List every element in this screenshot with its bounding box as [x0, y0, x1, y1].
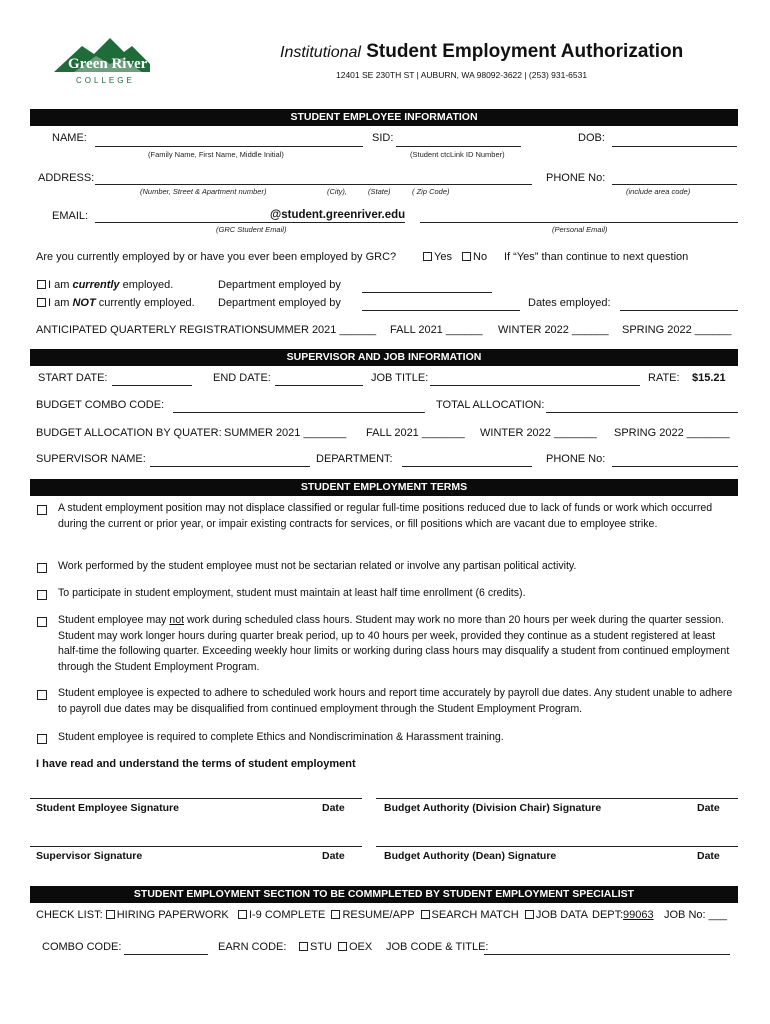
supervisor-name-field[interactable] — [150, 466, 310, 467]
anticipated-fall[interactable]: FALL 2021 ______ — [390, 324, 483, 336]
earn-code-label: EARN CODE: — [218, 941, 287, 953]
college-address: 12401 SE 230TH ST | AUBURN, WA 98092-3622 | (253) 931-6531 — [336, 70, 588, 80]
hiring-label: HIRING PAPERWORK — [116, 909, 229, 921]
phone-field[interactable] — [612, 184, 737, 185]
term-4-checkbox[interactable] — [37, 617, 47, 627]
dates-employed-label: Dates employed: — [528, 297, 611, 309]
name-hint: (Family Name, First Name, Middle Initial) — [148, 150, 284, 159]
email-personal-field[interactable] — [420, 222, 738, 223]
oex-option[interactable] — [338, 941, 372, 953]
dept-employed-field-2[interactable] — [362, 310, 520, 311]
term-4-pre: Student employee may — [58, 614, 170, 626]
term-3-checkbox[interactable] — [37, 590, 47, 600]
term-4-post: work during scheduled class hours. Student may work no more than 20 hours per week during the quarter session. Student may work longer hours during quarter break period, up to 40 hours per week, provided they continue as a student registered at least half-time the following quarter. Exceeding weekly hour limits or working during class hours may disqualify a student from continued employment through the Student Employment Program. — [58, 614, 730, 673]
email-hint-personal: (Personal Email) — [552, 225, 608, 234]
term-6-checkbox[interactable] — [37, 734, 47, 744]
email-domain: @student.greenriver.edu — [270, 209, 406, 221]
address-hint-city: (City), — [327, 187, 347, 196]
end-date-label: END DATE: — [213, 372, 271, 384]
start-date-label: START DATE: — [38, 372, 108, 384]
stu-checkbox[interactable] — [299, 942, 308, 951]
stu-option[interactable] — [299, 941, 332, 953]
anticipated-label: ANTICIPATED QUARTERLY REGISTRATION: — [36, 324, 264, 336]
budget-alloc-summer[interactable]: SUMMER 2021 _______ — [224, 427, 347, 439]
supervisor-signature-label: Supervisor Signature — [36, 850, 143, 862]
section-title-terms: STUDENT EMPLOYMENT TERMS — [30, 479, 738, 496]
section-title-specialist: STUDENT EMPLOYMENT SECTION TO BE COMMPLETED BY STUDENT EMPLOYMENT SPECIALIST — [30, 886, 738, 903]
acknowledge-text: I have read and understand the terms of student employment — [36, 758, 356, 770]
rate-label: RATE: — [648, 372, 680, 384]
dept-employed-label-2: Department employed by — [218, 297, 341, 309]
checklist-label: CHECK LIST: — [36, 909, 103, 921]
hiring-checkbox[interactable] — [106, 910, 115, 919]
search-label: SEARCH MATCH — [431, 909, 519, 921]
address-hint-zip: ( Zip Code) — [412, 187, 450, 196]
i9-checkbox[interactable] — [238, 910, 247, 919]
division-signature-line[interactable] — [376, 798, 738, 799]
i9-label: I-9 COMPLETE — [248, 909, 326, 921]
job-code-title-label: JOB CODE & TITLE: — [386, 941, 489, 953]
term-6: Student employee is required to complete Ethics and Nondiscrimination & Harassment training. — [58, 731, 504, 743]
term-2: Work performed by the student employee must not be sectarian related or involve any partisan political activity. — [58, 560, 577, 572]
no-checkbox[interactable] — [462, 252, 471, 261]
checklist-row — [36, 909, 588, 921]
dean-signature-label: Budget Authority (Dean) Signature — [384, 850, 557, 862]
anticipated-spring[interactable]: SPRING 2022 ______ — [622, 324, 732, 336]
address-hint-state: (State) — [368, 187, 391, 196]
title-prefix: Institutional — [280, 44, 361, 61]
dob-field[interactable] — [612, 146, 737, 147]
college-logo — [52, 34, 152, 89]
section-title-student-info: STUDENT EMPLOYEE INFORMATION — [30, 109, 738, 126]
currently-em: currently — [72, 279, 120, 291]
job-title-label: JOB TITLE: — [371, 372, 429, 384]
supervisor-signature-line[interactable] — [30, 846, 362, 847]
not-em: NOT — [72, 297, 96, 309]
term-5-checkbox[interactable] — [37, 690, 47, 700]
combo-code-label: COMBO CODE: — [42, 941, 122, 953]
total-allocation-field[interactable] — [546, 412, 738, 413]
budget-alloc-label: BUDGET ALLOCATION BY QUATER: — [36, 427, 222, 439]
search-checkbox[interactable] — [421, 910, 430, 919]
currently-employed-checkbox[interactable] — [37, 280, 46, 289]
division-date-label: Date — [697, 802, 720, 814]
dean-signature-line[interactable] — [376, 846, 738, 847]
dept-value: 99063 — [623, 909, 654, 921]
sid-field[interactable] — [396, 146, 521, 147]
budget-combo-label: BUDGET COMBO CODE: — [36, 399, 165, 411]
jobdata-option[interactable] — [525, 909, 588, 921]
student-date-label: Date — [322, 802, 345, 814]
division-signature-label: Budget Authority (Division Chair) Signature — [384, 802, 602, 814]
jobdata-checkbox[interactable] — [525, 910, 534, 919]
currently-post: employed. — [119, 279, 174, 291]
yes-option[interactable] — [423, 251, 452, 263]
end-date-field[interactable] — [275, 385, 363, 386]
oex-checkbox[interactable] — [338, 942, 347, 951]
resume-option[interactable] — [331, 909, 414, 921]
title-main: Student Employment Authorization — [366, 41, 684, 62]
employed-question: Are you currently employed by or have you ever been employed by GRC? — [36, 251, 397, 263]
i9-option[interactable] — [238, 909, 325, 921]
resume-label: RESUME/APP — [342, 909, 415, 921]
dept-label: DEPT: — [592, 909, 624, 921]
sid-hint: (Student ctcLink ID Number) — [410, 150, 505, 159]
term-1: A student employment position may not displace classified or regular full-time positions reduced due to lack of funds or work which occurred during the current or prior year, or impair existing contracts for services, or fill positions which are vacant due to employee strike. — [58, 502, 713, 530]
dept-employed-label-1: Department employed by — [218, 279, 341, 291]
job-code-title-field[interactable] — [484, 954, 730, 955]
address-field[interactable] — [95, 184, 532, 185]
phone-hint: (include area code) — [626, 187, 691, 196]
page-title — [280, 41, 683, 63]
email-grc-field[interactable] — [95, 222, 405, 223]
oex-label: OEX — [349, 941, 373, 953]
job-no-label[interactable]: JOB No: ___ — [664, 909, 727, 921]
department-field[interactable] — [402, 466, 532, 467]
supervisor-name-label: SUPERVISOR NAME: — [36, 453, 146, 465]
no-label: No — [473, 251, 488, 263]
budget-alloc-fall[interactable]: FALL 2021 _______ — [366, 427, 465, 439]
not-pre: I am — [48, 297, 73, 309]
name-label: NAME: — [52, 132, 87, 144]
budget-combo-field[interactable] — [173, 412, 425, 413]
currently-employed-option[interactable] — [37, 279, 173, 291]
address-label: ADDRESS: — [38, 172, 95, 184]
no-option[interactable] — [462, 251, 487, 263]
dob-label: DOB: — [578, 132, 605, 144]
sid-label: SID: — [372, 132, 394, 144]
term-4-underlined: not — [169, 614, 185, 626]
not-post: currently employed. — [95, 297, 195, 309]
rate-value: $15.21 — [692, 372, 726, 384]
term-4 — [58, 613, 738, 675]
department-label: DEPARTMENT: — [316, 453, 393, 465]
budget-alloc-winter[interactable]: WINTER 2022 _______ — [480, 427, 597, 439]
supervisor-phone-field[interactable] — [612, 466, 738, 467]
phone-label: PHONE No: — [546, 172, 606, 184]
start-date-field[interactable] — [112, 385, 192, 386]
term-3: To participate in student employment, student must maintain at least half time enrollment (6 credits). — [58, 587, 526, 599]
dean-date-label: Date — [697, 850, 720, 862]
email-label: EMAIL: — [52, 210, 89, 222]
job-title-field[interactable] — [430, 385, 640, 386]
jobdata-label: JOB DATA — [535, 909, 589, 921]
dept-employed-field-1[interactable] — [362, 292, 492, 293]
name-field[interactable] — [95, 146, 363, 147]
address-hint-street: (Number, Street & Apartment number) — [140, 187, 267, 196]
supervisor-phone-label: PHONE No: — [546, 453, 606, 465]
term-5: Student employee is expected to adhere to scheduled work hours and report time accurately by payroll due dates. Any student unable to adhere to payroll due dates may be disqualified from continued employment through the Student Employment Program. — [58, 687, 733, 715]
stu-label: STU — [310, 941, 332, 953]
email-hint-grc: (GRC Student Email) — [216, 225, 287, 234]
search-option[interactable] — [421, 909, 519, 921]
resume-checkbox[interactable] — [331, 910, 340, 919]
not-employed-checkbox[interactable] — [37, 298, 46, 307]
logo-name: Green River — [68, 56, 148, 72]
logo-sub: COLLEGE — [76, 76, 135, 85]
yes-label: Yes — [434, 251, 452, 263]
anticipated-winter[interactable]: WINTER 2022 ______ — [498, 324, 609, 336]
supervisor-date-label: Date — [322, 850, 345, 862]
combo-code-field[interactable] — [124, 954, 208, 955]
dates-employed-field[interactable] — [620, 310, 738, 311]
if-yes-note: If “Yes” than continue to next question — [504, 251, 689, 263]
student-signature-line[interactable] — [30, 798, 362, 799]
yes-checkbox[interactable] — [423, 252, 432, 261]
term-1-checkbox[interactable] — [37, 505, 47, 515]
section-title-supervisor: SUPERVISOR AND JOB INFORMATION — [30, 349, 738, 366]
currently-pre: I am — [48, 279, 73, 291]
not-employed-option[interactable] — [37, 297, 195, 309]
total-allocation-label: TOTAL ALLOCATION: — [436, 399, 545, 411]
budget-alloc-spring[interactable]: SPRING 2022 _______ — [614, 427, 730, 439]
anticipated-summer[interactable]: SUMMER 2021 ______ — [260, 324, 377, 336]
student-signature-label: Student Employee Signature — [36, 802, 179, 814]
term-2-checkbox[interactable] — [37, 563, 47, 573]
hiring-option[interactable] — [106, 909, 229, 921]
